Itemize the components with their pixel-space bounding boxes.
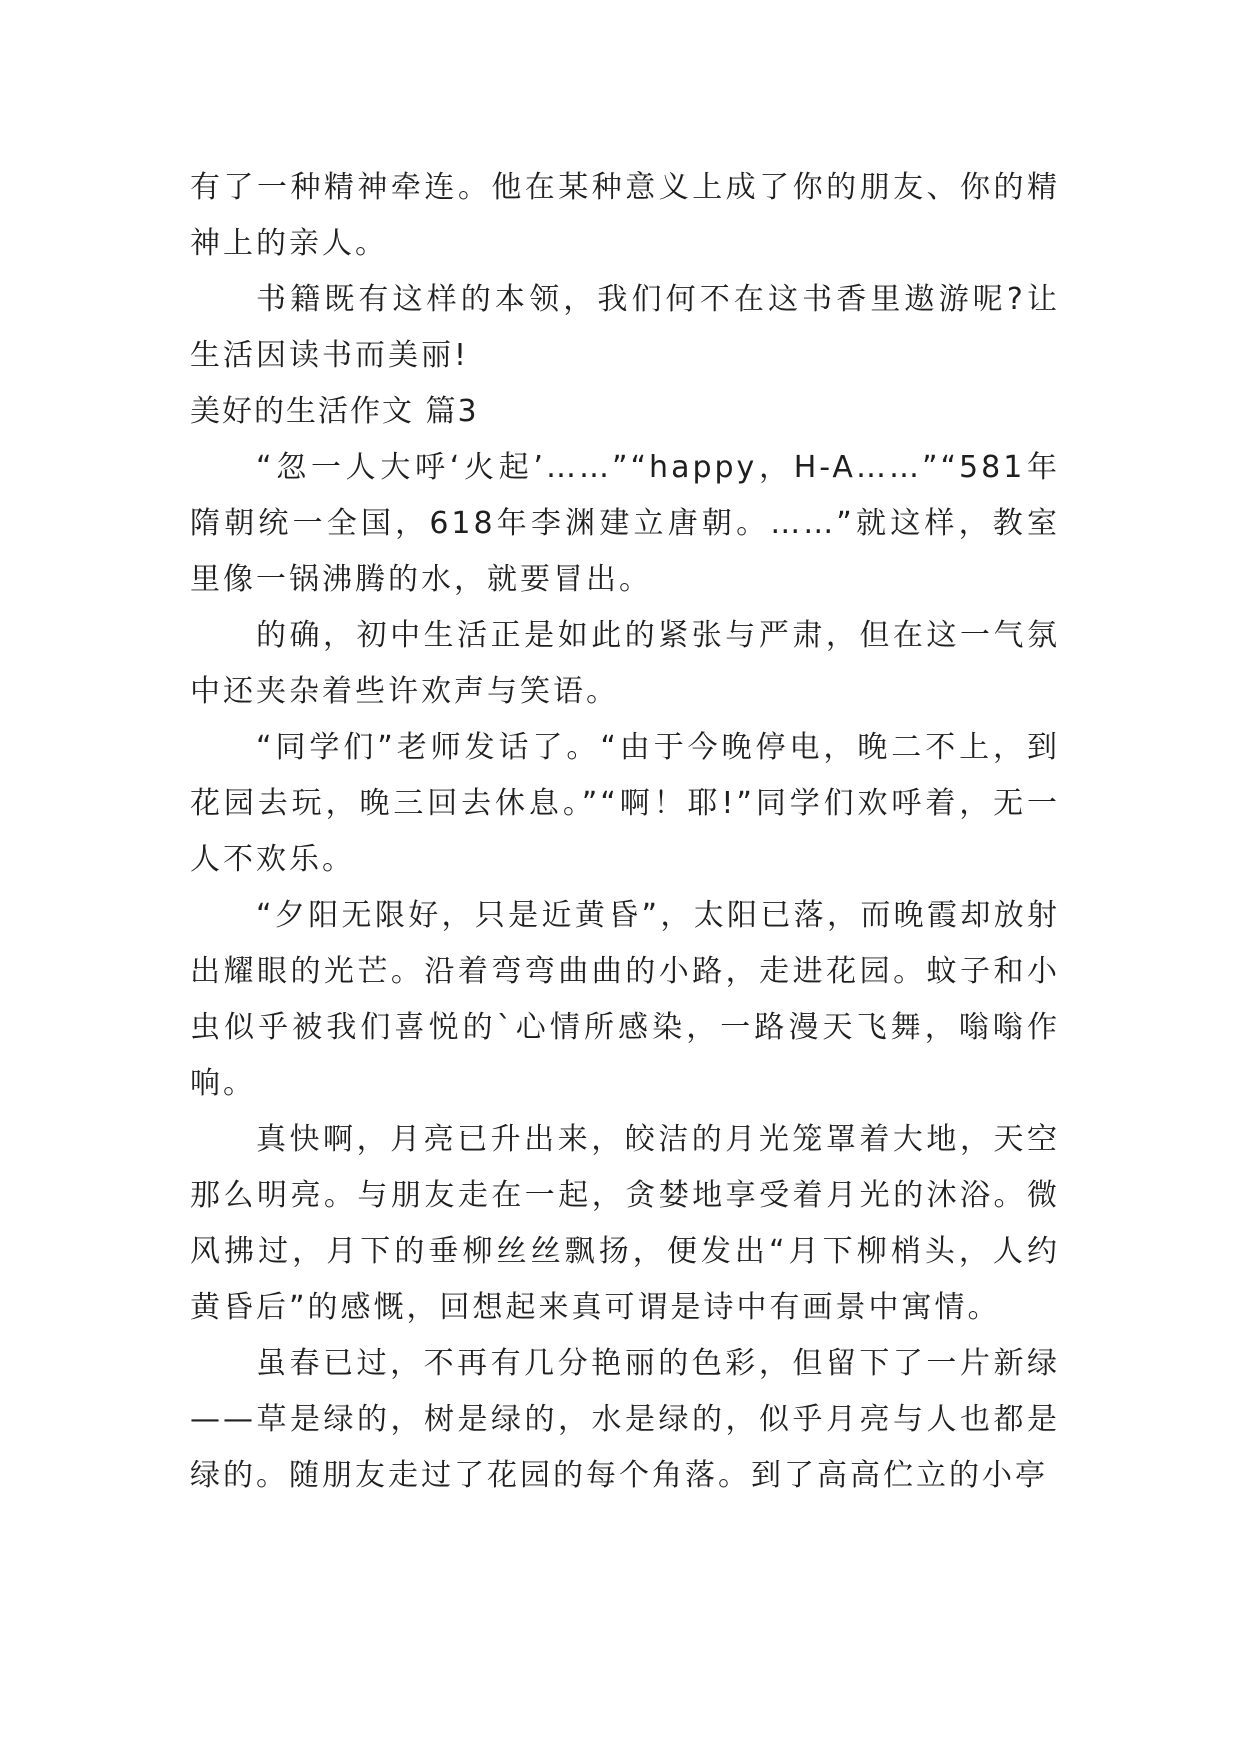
section-heading: 美好的生活作文 篇3 [190,394,479,429]
paragraph: “同学们”老师发话了。“由于今晚停电，晚二不上，到花园去玩，晚三回去休息。”“啊！耶!”同学们欢呼着，无一人不欢乐。 [190,730,1060,877]
paragraph: 书籍既有这样的本领，我们何不在这书香里遨游呢?让生活因读书而美丽! [190,282,1060,373]
paragraph: “忽一人大呼‘火起’……”“happy，H-A……”“581年隋朝统一全国，618年李渊建立唐朝。……”就这样，教室里像一锅沸腾的水，就要冒出。 [190,450,1060,597]
paragraph: 的确，初中生活正是如此的紧张与严肃，但在这一气氛中还夹杂着些许欢声与笑语。 [190,618,1060,709]
paragraph: 虽春已过，不再有几分艳丽的色彩，但留下了一片新绿——草是绿的，树是绿的，水是绿的，似乎月亮与人也都是绿的。随朋友走过了花园的每个角落。到了高高伫立的小亭 [190,1346,1060,1493]
paragraph: “夕阳无限好，只是近黄昏”，太阳已落，而晚霞却放射出耀眼的光芒。沿着弯弯曲曲的小路，走进花园。蚊子和小虫似乎被我们喜悦的`心情所感染，一路漫天飞舞，嗡嗡作响。 [190,898,1060,1101]
paragraph: 真快啊，月亮已升出来，皎洁的月光笼罩着大地，天空那么明亮。与朋友走在一起，贪婪地享受着月光的沐浴。微风拂过，月下的垂柳丝丝飘扬，便发出“月下柳梢头，人约黄昏后”的感慨，回想起来真可谓是诗中有画景中寓情。 [190,1122,1060,1325]
paragraph-continuation: 有了一种精神牵连。他在某种意义上成了你的朋友、你的精神上的亲人。 [190,170,1060,261]
document-page [190,160,1060,1504]
